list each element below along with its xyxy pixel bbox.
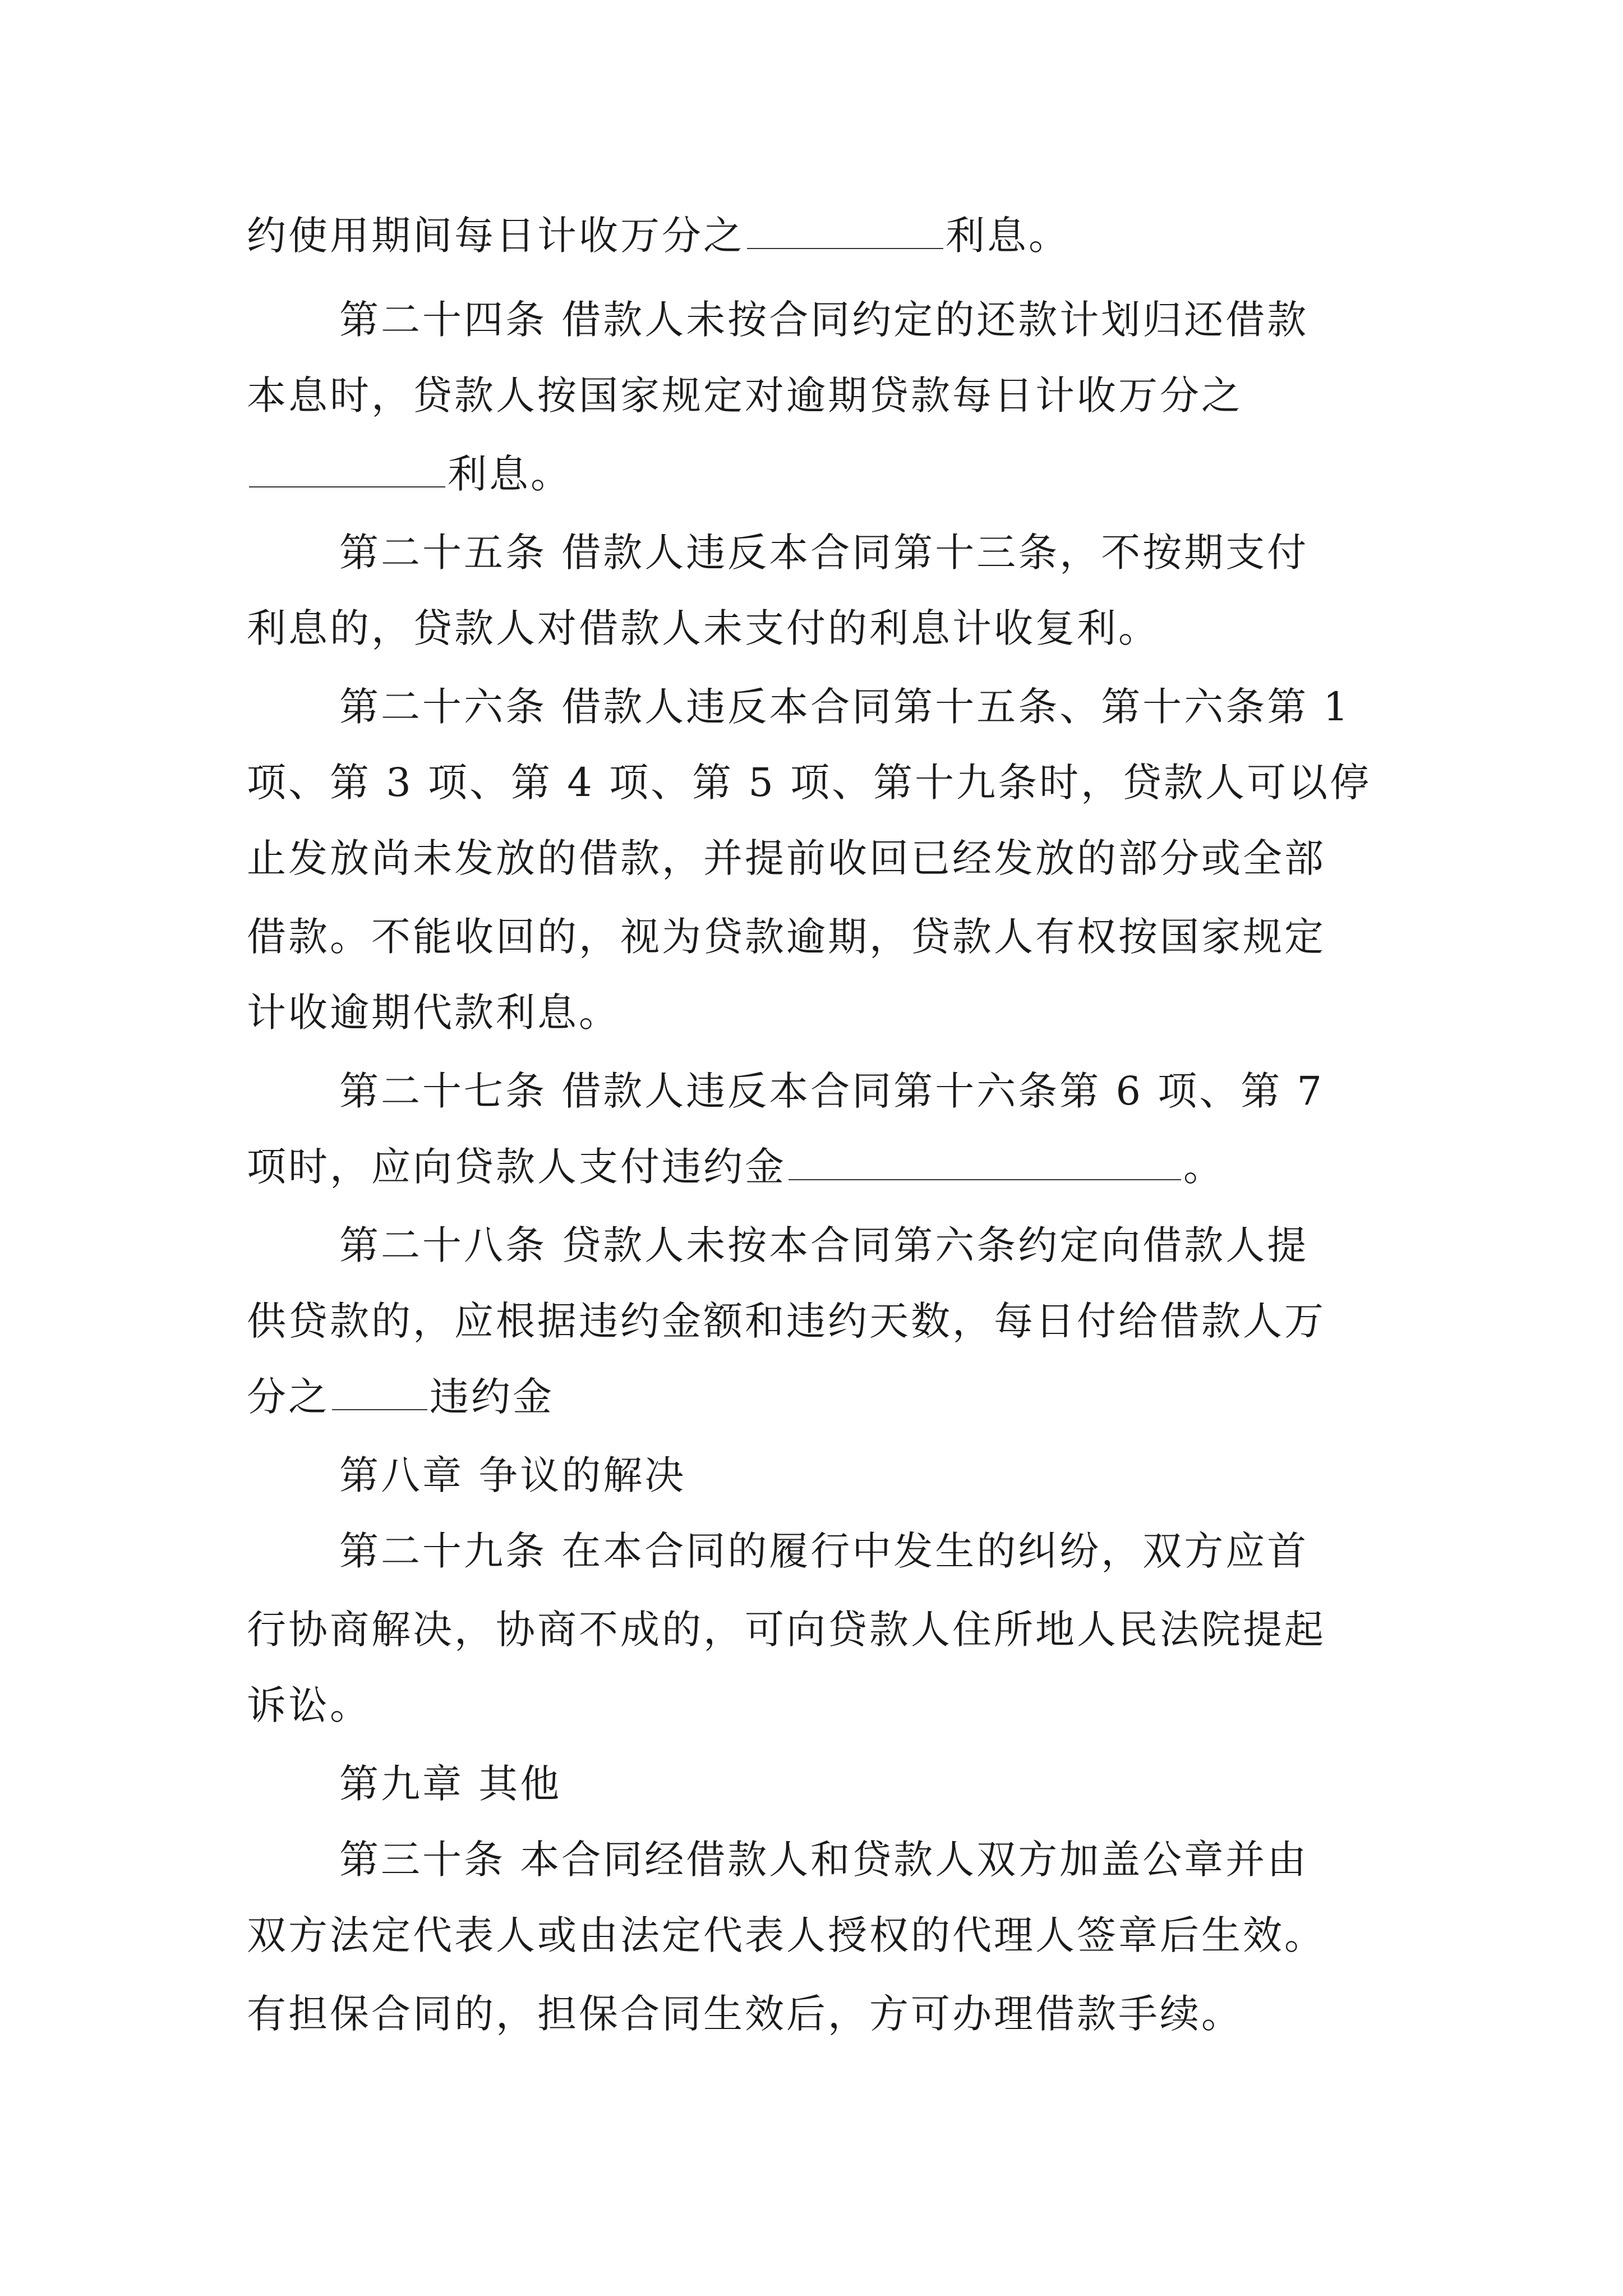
article-28-line-3 bbox=[247, 1369, 554, 1425]
fill-in-blank bbox=[332, 1378, 427, 1410]
text-fragment: 违约金 bbox=[430, 1374, 554, 1420]
text-fragment: 。 bbox=[1183, 1144, 1225, 1190]
text-fragment: 约使用期间每日计收万分之 bbox=[247, 213, 745, 259]
article-26-line-2: 项、第 3 项、第 4 项、第 5 项、第十九条时，贷款人可以停 bbox=[247, 760, 1372, 806]
article-25-line-2: 利息的，贷款人对借款人未支付的利息计收复利。 bbox=[247, 605, 1160, 651]
fill-in-blank bbox=[249, 455, 445, 487]
article-29-line-3: 诉讼。 bbox=[247, 1682, 371, 1728]
article-24-line-1: 第二十四条 借款人未按合同约定的还款计划归还借款 bbox=[339, 297, 1309, 343]
article-30-line-1: 第三十条 本合同经借款人和贷款人双方加盖公章并由 bbox=[339, 1837, 1309, 1883]
chapter-8-heading: 第八章 争议的解决 bbox=[339, 1452, 686, 1498]
article-24-line-2: 本息时，贷款人按国家规定对逾期贷款每日计收万分之 bbox=[247, 372, 1243, 418]
article-29-line-2: 行协商解决，协商不成的，可向贷款人住所地人民法院提起 bbox=[247, 1607, 1326, 1653]
article-27-line-2 bbox=[247, 1139, 1225, 1195]
article-30-line-2: 双方法定代表人或由法定代表人授权的代理人签章后生效。 bbox=[247, 1912, 1326, 1958]
fill-in-blank bbox=[789, 1148, 1181, 1180]
text-line bbox=[247, 208, 1070, 264]
text-fragment: 利息。 bbox=[448, 451, 572, 497]
article-24-line-3 bbox=[247, 446, 572, 502]
article-30-line-3: 有担保合同的，担保合同生效后，方可办理借款手续。 bbox=[247, 1991, 1243, 2037]
article-26-line-4: 借款。不能收回的，视为贷款逾期，贷款人有权按国家规定 bbox=[247, 914, 1326, 960]
article-26-line-5: 计收逾期代款利息。 bbox=[247, 990, 620, 1036]
text-fragment: 分之 bbox=[247, 1374, 330, 1420]
text-fragment: 利息。 bbox=[946, 213, 1070, 259]
article-26-line-1: 第二十六条 借款人违反本合同第十五条、第十六条第 1 bbox=[339, 684, 1351, 730]
article-25-line-1: 第二十五条 借款人违反本合同第十三条，不按期支付 bbox=[339, 530, 1309, 576]
article-27-line-1: 第二十七条 借款人违反本合同第十六条第 6 项、第 7 bbox=[339, 1068, 1325, 1114]
article-28-line-2: 供贷款的，应根据违约金额和违约天数，每日付给借款人万 bbox=[247, 1298, 1326, 1344]
article-29-line-1: 第二十九条 在本合同的履行中发生的纠纷，双方应首 bbox=[339, 1528, 1309, 1574]
article-28-line-1: 第二十八条 贷款人未按本合同第六条约定向借款人提 bbox=[339, 1222, 1309, 1268]
chapter-9-heading: 第九章 其他 bbox=[339, 1761, 562, 1807]
fill-in-blank bbox=[747, 217, 943, 249]
article-26-line-3: 止发放尚未发放的借款，并提前收回已经发放的部分或全部 bbox=[247, 835, 1326, 881]
text-fragment: 项时，应向贷款人支付违约金 bbox=[247, 1144, 786, 1190]
